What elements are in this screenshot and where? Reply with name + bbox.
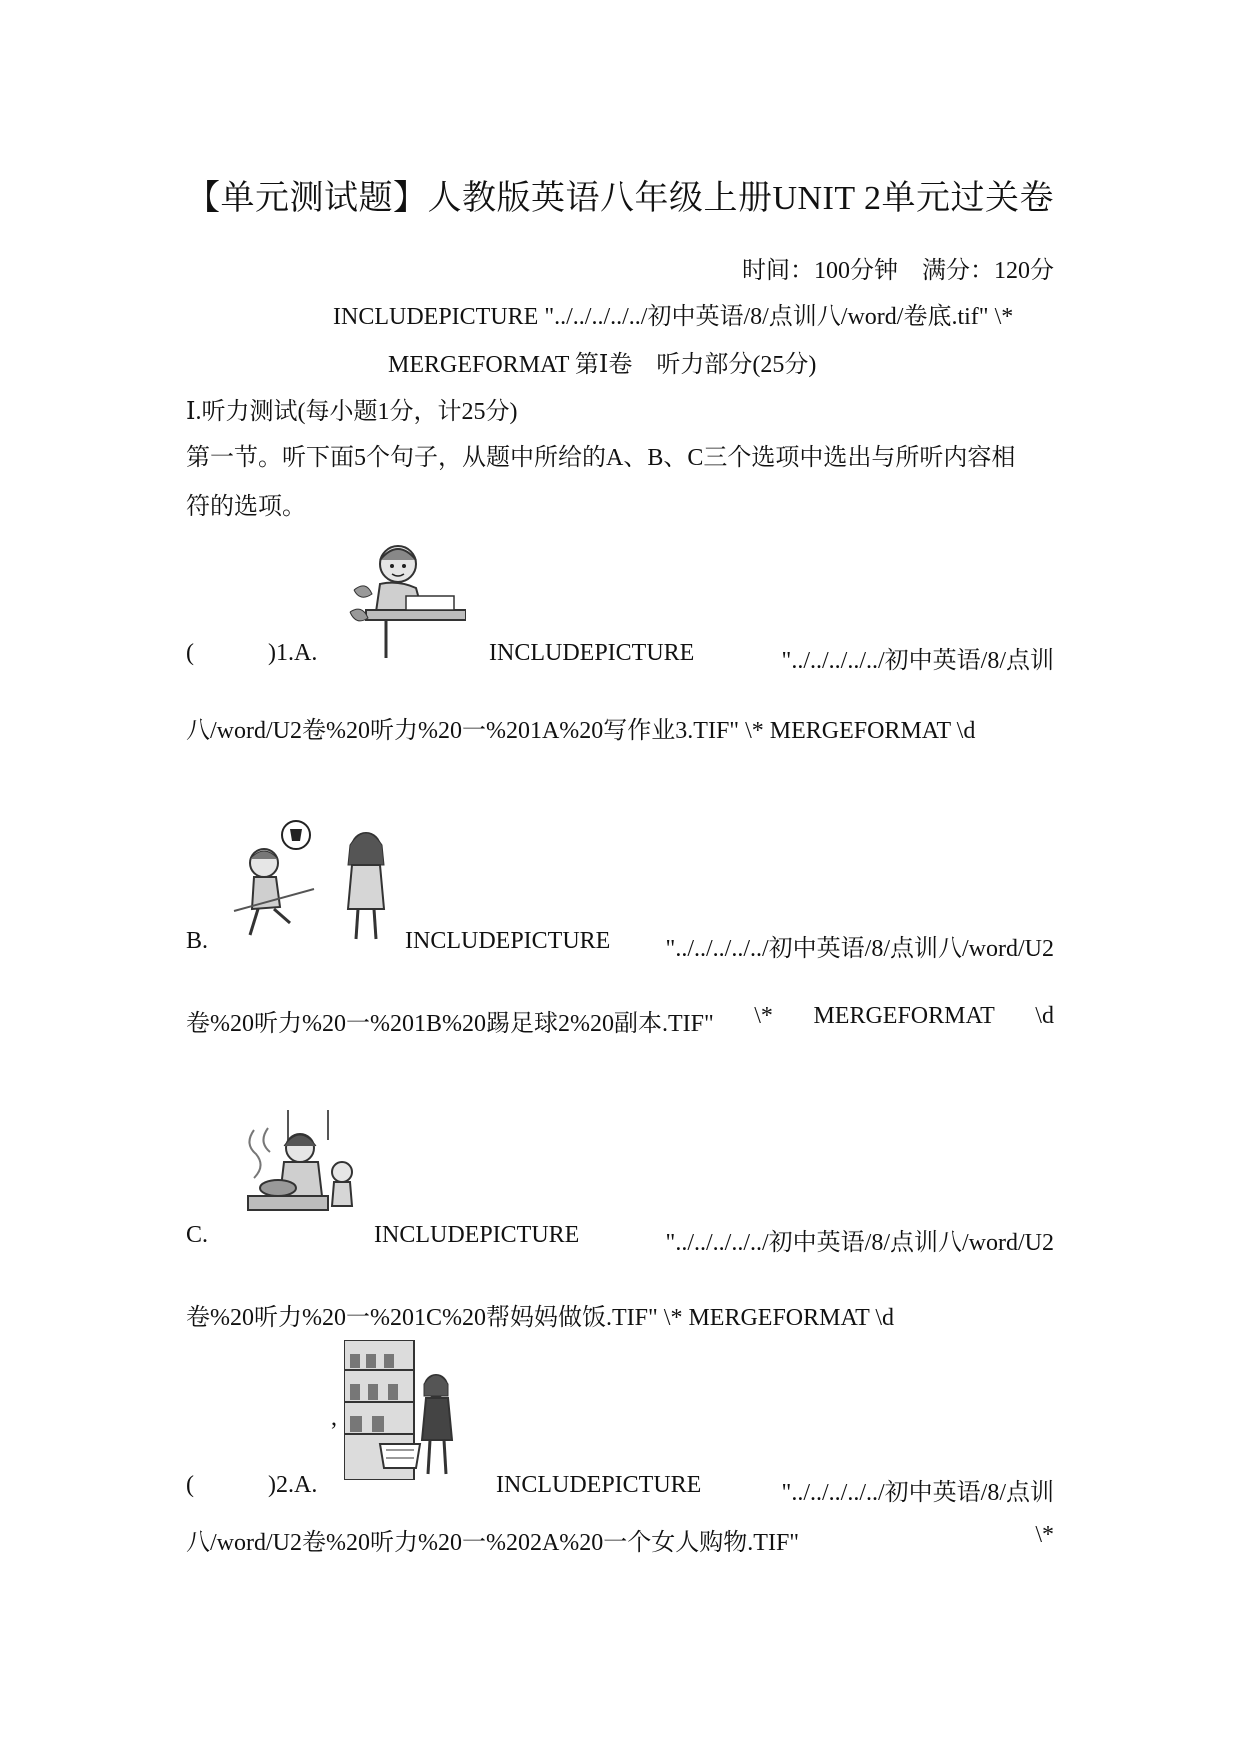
q2-option-a-code-line-2: 八/word/U2卷%20听力%20一%202A%20一个女人购物.TIF" \* <box>186 1522 1054 1556</box>
part-one-heading: MERGEFORMAT 第Ⅰ卷 听力部分(25分) <box>388 352 817 378</box>
q1-option-b-code-line-2: 卷%20听力%20一%201B%20踢足球2%20副本.TIF" \* MERGEFORMAT \d <box>186 1003 1054 1037</box>
time-score-info: 时间：100分钟 满分：120分 <box>742 258 1054 284</box>
q2-paren-open: ( <box>186 1472 194 1498</box>
q1-option-a-label: )1.A. <box>268 640 318 666</box>
q2a-shopping-image <box>344 1340 476 1480</box>
q1-option-a-code-line-2: 八/word/U2卷%20听力%20一%201A%20写作业3.TIF" \* MERGEFORMAT \d <box>186 718 976 744</box>
q1-option-b-code-line-1: INCLUDEPICTURE "../../../../../初中英语/8/点训八/word/U2 <box>405 928 1054 962</box>
q1b-football-image <box>224 815 394 943</box>
instruction-line-1: 第一节。听下面5个句子，从题中所给的A、B、C三个选项中选出与所听内容相 <box>186 445 1016 471</box>
q2-option-a-label: )2.A. <box>268 1472 318 1498</box>
q1a-homework-image <box>346 530 466 660</box>
q1-paren-open: ( <box>186 640 194 666</box>
q1-option-c-code-line-2: 卷%20听力%20一%201C%20帮妈妈做饭.TIF" \* MERGEFORMAT \d <box>186 1305 895 1331</box>
q1c-cooking-image <box>238 1110 364 1222</box>
instruction-line-2: 符的选项。 <box>186 494 306 520</box>
q1-option-c-label: C. <box>186 1222 209 1248</box>
q2-stray-comma: , <box>331 1405 337 1431</box>
q1-option-a-code-line-1: INCLUDEPICTURE "../../../../../初中英语/8/点训 <box>489 640 1054 674</box>
document-title: 【单元测试题】人教版英语八年级上册UNIT 2单元过关卷 <box>185 180 1055 217</box>
section-heading: Ⅰ.听力测试(每小题1分，计25分) <box>186 399 518 425</box>
field-code-line-1: INCLUDEPICTURE "../../../../../初中英语/8/点训八/word/卷底.tif" \* <box>333 304 1014 330</box>
q2-option-a-code-line-1: INCLUDEPICTURE "../../../../../初中英语/8/点训 <box>496 1472 1054 1506</box>
q1-option-c-code-line-1: INCLUDEPICTURE "../../../../../初中英语/8/点训八/word/U2 <box>374 1222 1054 1256</box>
q1-option-b-label: B. <box>186 928 209 954</box>
